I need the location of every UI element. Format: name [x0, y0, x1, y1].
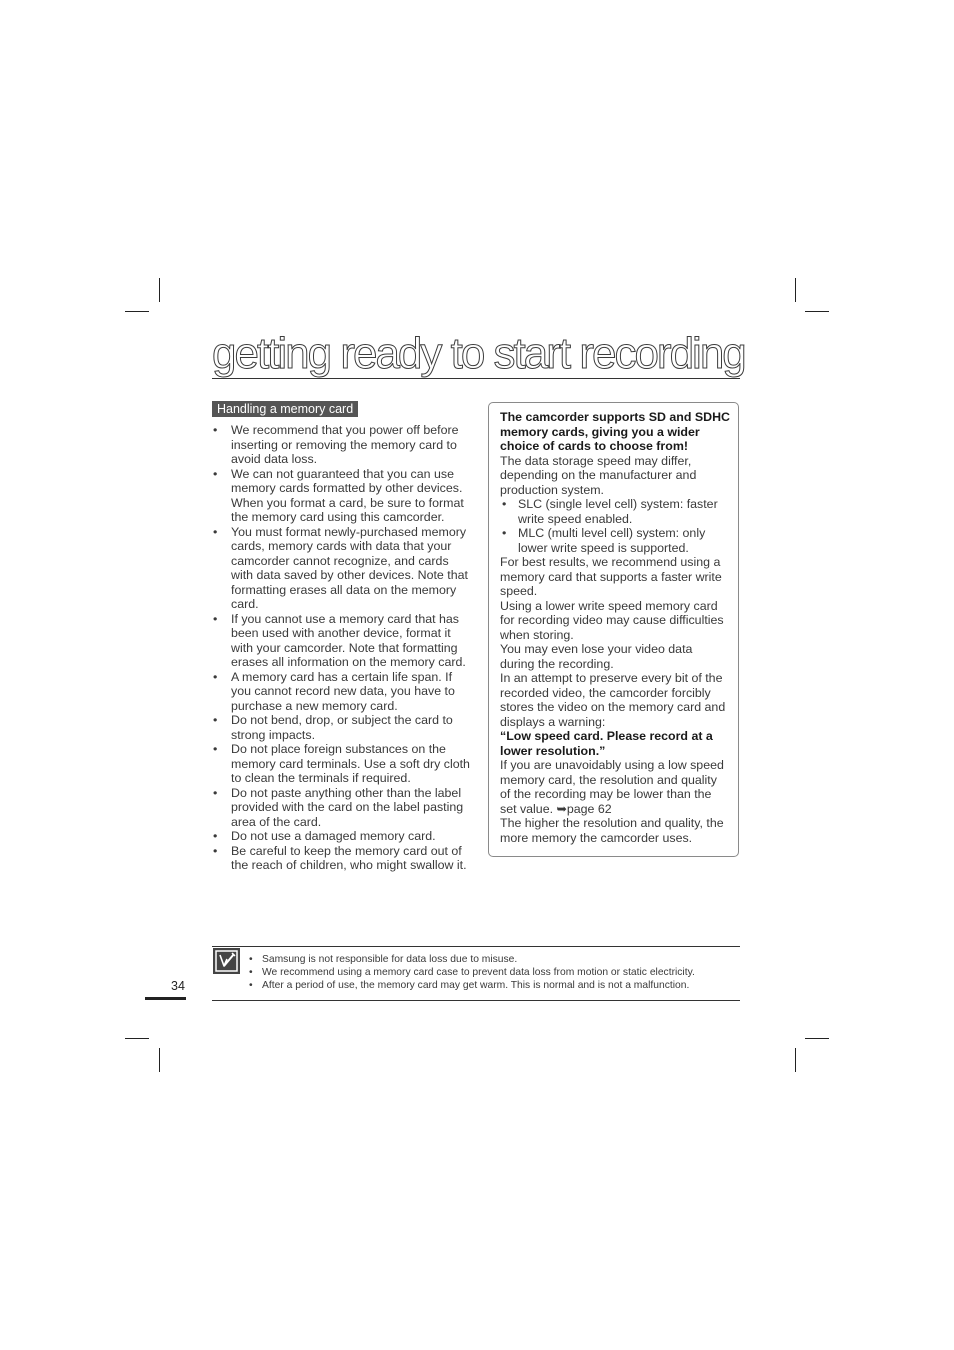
- list-item: • You must format newly-purchased memory cards, memory cards with data that your camcorder cannot recognize, and cards with data saved by other devices. Note that formatting erases all data on the memory card.: [212, 525, 474, 612]
- list-item: • Do not place foreign substances on the memory card terminals. Use a soft dry cloth to clean the terminals if required.: [212, 742, 474, 786]
- page-title: getting ready to start recording: [212, 329, 745, 378]
- crop-mark: [795, 1048, 796, 1072]
- section-heading: Handling a memory card: [212, 401, 358, 417]
- note-paragraph: If you are unavoidably using a low speed memory card, the resolution and quality of the recording may be lower than the set value. ➥page 62: [500, 758, 724, 816]
- list-item: • Be careful to keep the memory card out of the reach of children, who might swallow it.: [212, 844, 474, 873]
- note-box-heading: The camcorder supports SD and SDHC memory cards, giving you a wider choice of cards to choose from!: [500, 410, 730, 453]
- page-number-rule: [145, 997, 186, 1000]
- memory-card-handling-section: [212, 400, 474, 873]
- footer-rule-top: [212, 946, 740, 947]
- note-pencil-icon: [213, 948, 240, 974]
- footer-rule-bottom: [212, 1000, 740, 1001]
- note-paragraph: In an attempt to preserve every bit of the recorded video, the camcorder forcibly stores the video on the memory card and displays a warning:: [500, 671, 726, 729]
- handling-bullet-list: [212, 423, 474, 873]
- list-item: • We can not guaranteed that you can use memory cards formatted by other devices. When you format a card, be sure to format the memory card using this camcorder.: [212, 467, 474, 525]
- list-item: • Do not paste anything other than the label provided with the card on the label pasting area of the card.: [212, 786, 474, 830]
- crop-mark: [159, 278, 160, 302]
- list-item: • We recommend that you power off before inserting or removing the memory card to avoid data loss.: [212, 423, 474, 467]
- crop-mark: [125, 1038, 149, 1039]
- list-item: • SLC (single level cell) system: faster write speed enabled.: [500, 497, 730, 526]
- list-item: • Do not use a damaged memory card.: [212, 829, 474, 844]
- note-paragraph: The data storage speed may differ, depending on the manufacturer and production system.: [500, 453, 697, 497]
- sd-sdhc-note-box: [488, 402, 739, 857]
- note-paragraph: The higher the resolution and quality, the more memory the camcorder uses.: [500, 816, 724, 845]
- list-item: • Do not bend, drop, or subject the card to strong impacts.: [212, 713, 474, 742]
- warning-message: “Low speed card. Please record at a lower resolution.”: [500, 729, 713, 758]
- list-item: • Samsung is not responsible for data loss due to misuse.: [248, 953, 740, 966]
- list-item: • If you cannot use a memory card that has been used with another device, format it with your camcorder. Note that formatting erases all information on the memory card.: [212, 612, 474, 670]
- cell-system-list: [500, 497, 730, 555]
- list-item: • We recommend using a memory card case to prevent data loss from motion or static electricity.: [248, 966, 740, 979]
- crop-mark: [795, 278, 796, 302]
- footer-notes-list: [248, 953, 740, 992]
- list-item: • After a period of use, the memory card may get warm. This is normal and is not a malfunction.: [248, 979, 740, 992]
- crop-mark: [125, 311, 149, 312]
- list-item: • MLC (multi level cell) system: only lower write speed is supported.: [500, 526, 730, 555]
- crop-mark: [805, 311, 829, 312]
- list-item: • A memory card has a certain life span. If you cannot record new data, you have to purchase a new memory card.: [212, 670, 474, 714]
- note-paragraph: Using a lower write speed memory card for recording video may cause difficulties when storing.: [500, 598, 724, 642]
- crop-mark: [159, 1048, 160, 1072]
- crop-mark: [805, 1038, 829, 1039]
- note-paragraph: You may even lose your video data during the recording.: [500, 642, 693, 671]
- note-paragraph: For best results, we recommend using a memory card that supports a faster write speed.: [500, 555, 722, 598]
- page-number: 34: [171, 979, 185, 993]
- title-underline: [212, 378, 740, 379]
